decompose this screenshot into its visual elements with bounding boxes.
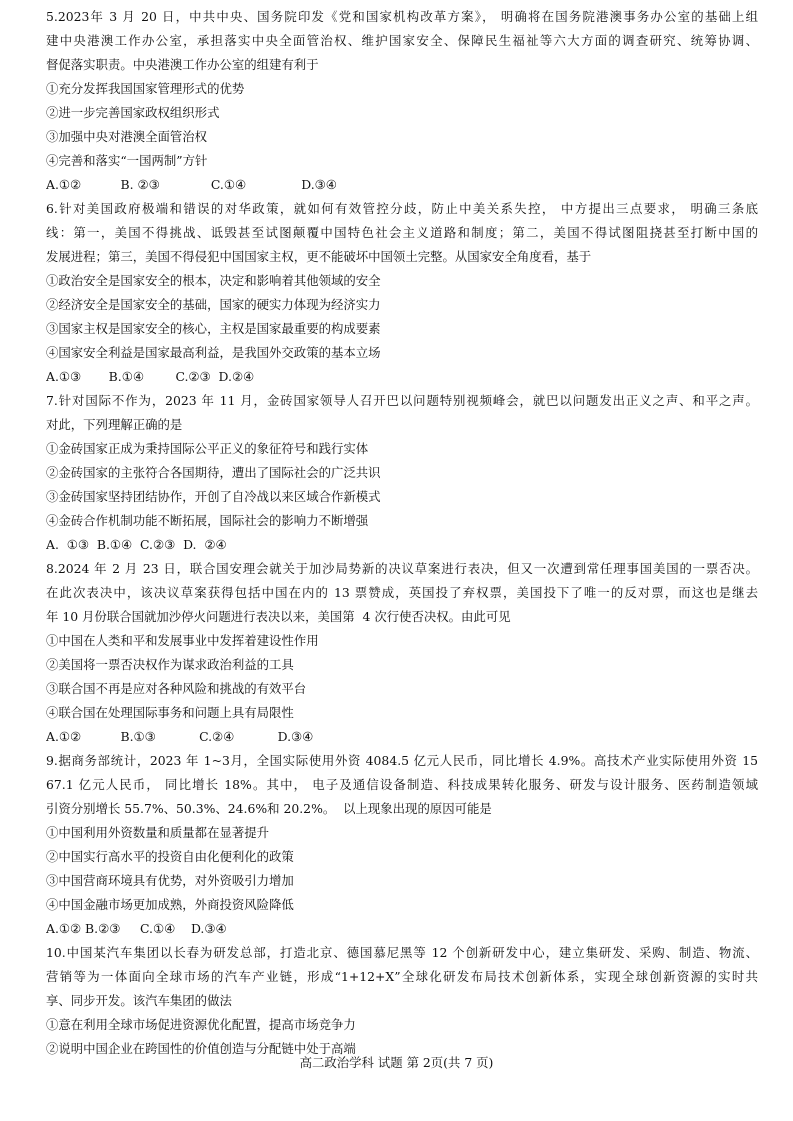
statement-option: ①中国利用外资数量和质量都在显著提升 bbox=[46, 825, 270, 840]
answer-choices: A.①② B.①③ C.②④ D.③④ bbox=[46, 729, 314, 744]
page-footer: 高二政治学科 试题 第 2页(共 7 页) bbox=[299, 1055, 494, 1070]
statement-option: ③中国营商环境具有优势，对外资吸引力增加 bbox=[46, 873, 294, 888]
question-stem-line: 在此次表决中，该决议草案获得包括中国在内的 13 票赞成，英国投了弃权票，美国投下了唯一的反对票，而这也是继去 bbox=[46, 585, 758, 600]
statement-option: ④中国金融市场更加成熟，外商投资风险降低 bbox=[46, 897, 294, 912]
statement-option: ③国家主权是国家安全的核心，主权是国家最重要的构成要素 bbox=[46, 321, 381, 336]
question-7 bbox=[46, 389, 758, 557]
question-stem-line: 引资分别增长 55.7%、50.3%、24.6%和 20.2%。 以上现象出现的原因可能是 bbox=[46, 801, 492, 816]
question-stem-line: 对此，下列理解正确的是 bbox=[46, 417, 183, 432]
statement-option: ②金砖国家的主张符合各国期待，遭出了国际社会的广泛共识 bbox=[46, 465, 381, 480]
question-stem-line: 8.2024 年 2 月 23 日，联合国安理会就关于加沙局势新的决议草案进行表决，但又一次遭到常任理事国美国的一票否决。 bbox=[46, 561, 758, 576]
question-stem-line: 67.1 亿元人民币， 同比增长 18%。其中， 电子及通信设备制造、科技成果转化服务、研发与设计服务、医药制造领域 bbox=[46, 777, 758, 792]
statement-option: ②中国实行高水平的投资自由化便利化的政策 bbox=[46, 849, 294, 864]
question-8 bbox=[46, 557, 758, 749]
statement-option: ③联合国不再是应对各种风险和挑战的有效平台 bbox=[46, 681, 307, 696]
statement-option: ①充分发挥我国国家管理形式的优势 bbox=[46, 81, 245, 96]
question-9 bbox=[46, 749, 758, 941]
statement-option: ②经济安全是国家安全的基础，国家的硬实力体现为经济实力 bbox=[46, 297, 381, 312]
question-stem-line: 7.针对国际不作为，2023 年 11 月，金砖国家领导人召开巴以问题特别视频峰会，就巴以问题发出正义之声、和平之声。 bbox=[46, 393, 758, 408]
statement-option: ④联合国在处理国际事务和问题上具有局限性 bbox=[46, 705, 294, 720]
answer-choices: A.①③ B.①④ C.②③ D.②④ bbox=[46, 369, 255, 384]
question-stem-line: 5.2023年 3 月 20 日，中共中央、国务院印发《党和国家机构改革方案》， 明确将在国务院港澳事务办公室的基础上组 bbox=[46, 9, 758, 24]
question-5 bbox=[46, 5, 758, 197]
statement-option: ③加强中央对港澳全面管治权 bbox=[46, 129, 208, 144]
question-stem-line: 10.中国某汽车集团以长春为研发总部，打造北京、德国慕尼黑等 12 个创新研发中心，建立集研发、采购、制造、物流、 bbox=[46, 945, 758, 960]
question-list bbox=[46, 5, 758, 1061]
question-stem-line: 营销等为一体面向全球市场的汽车产业链，形成“1+12+X”全球化研发布局技术创新体系，实现全球创新资源的实时共 bbox=[46, 969, 758, 984]
answer-choices: A.①② B. ②③ C.①④ D.③④ bbox=[46, 177, 337, 192]
question-stem-line: 发展进程；第三，美国不得侵犯中国国家主权，更不能破坏中国领土完整。从国家安全角度看，基于 bbox=[46, 249, 592, 264]
statement-option: ②说明中国企业在跨国性的价值创造与分配链中处于高端 bbox=[46, 1041, 356, 1056]
statement-option: ①中国在人类和平和发展事业中发挥着建设性作用 bbox=[46, 633, 319, 648]
statement-option: ①金砖国家正成为秉持国际公平正义的象征符号和践行实体 bbox=[46, 441, 369, 456]
statement-option: ①政治安全是国家安全的根本，决定和影响着其他领域的安全 bbox=[46, 273, 381, 288]
statement-option: ②进一步完善国家政权组织形式 bbox=[46, 105, 220, 120]
question-6 bbox=[46, 197, 758, 389]
statement-option: ④完善和落实“一国两制”方针 bbox=[46, 153, 208, 168]
question-10 bbox=[46, 941, 758, 1061]
statement-option: ③金砖国家坚持团结协作，开创了自冷战以来区域合作新模式 bbox=[46, 489, 381, 504]
statement-option: ②美国将一票否决权作为谋求政治利益的工具 bbox=[46, 657, 294, 672]
statement-option: ④金砖合作机制功能不断拓展，国际社会的影响力不断增强 bbox=[46, 513, 369, 528]
question-stem-line: 督促落实职责。中央港澳工作办公室的组建有利于 bbox=[46, 57, 319, 72]
statement-option: ④国家安全利益是国家最高利益，是我国外交政策的基本立场 bbox=[46, 345, 381, 360]
question-stem-line: 6.针对美国政府极端和错误的对华政策，就如何有效管控分歧，防止中美关系失控， 中方提出三点要求， 明确三条底 bbox=[46, 201, 758, 216]
question-stem-line: 建中央港澳工作办公室，承担落实中央全面管治权、维护国家安全、保障民生福祉等六大方面的调查研究、统筹协调、 bbox=[46, 33, 758, 48]
question-stem-line: 9.据商务部统计，2023 年 1~3月，全国实际使用外资 4084.5 亿元人民币，同比增长 4.9%。高技术产业实际使用外资 15 bbox=[46, 753, 758, 768]
question-stem-line: 享、同步开发。该汽车集团的做法 bbox=[46, 993, 232, 1008]
answer-choices: A.①② B.②③ C.①④ D.③④ bbox=[46, 921, 227, 936]
question-stem-line: 年 10 月份联合国就加沙停火问题进行表决以来，美国第 4 次行使否决权。由此可见 bbox=[46, 609, 511, 624]
statement-option: ①意在利用全球市场促进资源优化配置，提高市场竞争力 bbox=[46, 1017, 356, 1032]
question-stem-line: 线：第一，美国不得挑战、诋毁甚至试图颠覆中国特色社会主义道路和制度；第二，美国不得试图阻挠甚至打断中国的 bbox=[46, 225, 758, 240]
answer-choices: A. ①③ B.①④ C.②③ D. ②④ bbox=[46, 537, 227, 552]
